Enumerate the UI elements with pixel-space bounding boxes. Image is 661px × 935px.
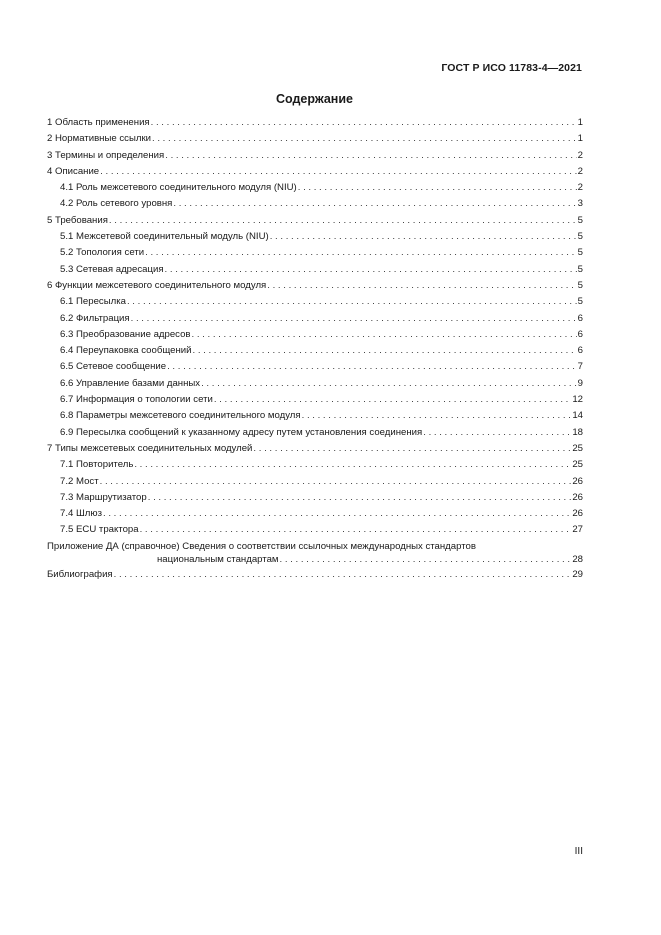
toc-entry[interactable] bbox=[47, 115, 583, 131]
toc-entry[interactable] bbox=[47, 131, 583, 147]
toc-entry-page: 5 bbox=[577, 296, 583, 308]
toc-entry-page: 5 bbox=[577, 263, 583, 275]
toc-entry-page: 12 bbox=[572, 394, 583, 406]
toc-dot-leader bbox=[302, 408, 572, 424]
toc-entry-page: 6 bbox=[577, 312, 583, 324]
toc-entry-label: 5 Требования bbox=[47, 214, 108, 226]
toc-entry-label: 5.3 Сетевая адресация bbox=[60, 263, 164, 275]
toc-entry-label: 6.9 Пересылка сообщений к указанному адресу путем установления соединения bbox=[60, 426, 423, 438]
toc-entry[interactable] bbox=[47, 278, 583, 294]
toc-entry[interactable] bbox=[47, 213, 583, 229]
toc-entry[interactable] bbox=[47, 180, 583, 196]
toc-entry-label: 7.1 Повторитель bbox=[60, 459, 134, 471]
toc-entry-page: 2 bbox=[577, 149, 583, 161]
page-folio: III bbox=[574, 846, 583, 857]
toc-dot-leader bbox=[165, 148, 576, 164]
toc-entry-label: 6.2 Фильтрация bbox=[60, 312, 130, 324]
toc-entry[interactable] bbox=[47, 196, 583, 212]
toc-dot-leader bbox=[214, 392, 571, 408]
toc-entry-label: 7 Типы межсетевых соединительных модулей bbox=[47, 442, 253, 454]
toc-entry-label: 6.7 Информация о топологии сети bbox=[60, 394, 213, 406]
toc-entry-label: 7.3 Маршрутизатор bbox=[60, 491, 147, 503]
toc-entry[interactable] bbox=[47, 327, 583, 343]
toc-entry-page: 28 bbox=[572, 554, 583, 566]
toc-entry-page: 18 bbox=[572, 426, 583, 438]
toc-entry[interactable] bbox=[47, 408, 583, 424]
toc-dot-leader bbox=[201, 376, 577, 392]
toc-dot-leader bbox=[267, 278, 576, 294]
toc-entry[interactable] bbox=[47, 359, 583, 375]
toc-entry-page: 27 bbox=[572, 524, 583, 536]
toc-entry-page: 5 bbox=[577, 247, 583, 259]
toc-entry-page: 29 bbox=[572, 569, 583, 581]
toc-dot-leader bbox=[253, 441, 571, 457]
toc-entry-label: 6.4 Переупаковка сообщений bbox=[60, 345, 192, 357]
toc-entry-label: 5.1 Межсетевой соединительный модуль (NIU) bbox=[60, 231, 269, 243]
toc-entry-label: 6.1 Пересылка bbox=[60, 296, 126, 308]
toc-entry[interactable] bbox=[47, 311, 583, 327]
toc-entry-label: 6.8 Параметры межсетевого соединительного модуля bbox=[60, 410, 301, 422]
toc-entry-label: 4.2 Роль сетевого уровня bbox=[60, 198, 173, 210]
toc-entry[interactable] bbox=[47, 490, 583, 506]
toc-dot-leader bbox=[151, 115, 577, 131]
toc-dot-leader bbox=[173, 196, 576, 212]
toc-entry-page: 7 bbox=[577, 361, 583, 373]
toc-entry-label: 6 Функции межсетевого соединительного модуля bbox=[47, 279, 267, 291]
toc-entry-label: 5.2 Топология сети bbox=[60, 247, 145, 259]
toc-entry[interactable] bbox=[47, 343, 583, 359]
toc-entry-page: 5 bbox=[577, 279, 583, 291]
toc-dot-leader bbox=[114, 567, 572, 583]
toc-entry-label: 3 Термины и определения bbox=[47, 149, 165, 161]
table-of-contents bbox=[47, 115, 583, 584]
toc-entry-page: 26 bbox=[572, 491, 583, 503]
toc-dot-leader bbox=[152, 131, 577, 147]
toc-entry-label: 4 Описание bbox=[47, 165, 100, 177]
toc-entry-page: 6 bbox=[577, 328, 583, 340]
toc-entry-label: 6.3 Преобразование адресов bbox=[60, 328, 191, 340]
toc-dot-leader bbox=[131, 311, 577, 327]
toc-entry[interactable] bbox=[47, 457, 583, 473]
toc-appendix-title-line2: национальным стандартам bbox=[157, 554, 279, 566]
toc-dot-leader bbox=[270, 229, 577, 245]
toc-dot-leader bbox=[103, 506, 571, 522]
toc-entry[interactable] bbox=[47, 294, 583, 310]
toc-dot-leader bbox=[100, 474, 572, 490]
toc-entry-page: 1 bbox=[577, 133, 583, 145]
toc-entry-page: 2 bbox=[577, 165, 583, 177]
toc-title: Содержание bbox=[275, 92, 353, 106]
toc-dot-leader bbox=[140, 522, 572, 538]
toc-dot-leader bbox=[423, 425, 571, 441]
toc-entry-page: 6 bbox=[577, 345, 583, 357]
toc-entry-label: 7.5 ECU трактора bbox=[60, 524, 139, 536]
toc-entry-page: 5 bbox=[577, 231, 583, 243]
toc-appendix-title-line1: Приложение ДА (справочное) Сведения о соответствии ссылочных международных стандартов bbox=[47, 540, 476, 552]
toc-entry-page: 1 bbox=[577, 117, 583, 128]
toc-entry[interactable] bbox=[47, 425, 583, 441]
toc-dot-leader bbox=[145, 245, 577, 261]
toc-entry-page: 5 bbox=[577, 214, 583, 226]
toc-dot-leader bbox=[100, 164, 577, 180]
toc-entry-page: 14 bbox=[572, 410, 583, 422]
toc-entry-page: 2 bbox=[577, 182, 583, 194]
toc-dot-leader bbox=[148, 490, 572, 506]
toc-entry-label: 7.4 Шлюз bbox=[60, 508, 102, 520]
toc-dot-leader bbox=[127, 294, 577, 310]
toc-entry-page: 26 bbox=[572, 508, 583, 520]
toc-appendix-title-line2-row bbox=[47, 553, 583, 567]
toc-entry[interactable] bbox=[47, 376, 583, 392]
toc-dot-leader bbox=[109, 213, 577, 229]
toc-entry[interactable] bbox=[47, 392, 583, 408]
toc-entry-bibliography[interactable] bbox=[47, 567, 583, 583]
toc-entry-page: 25 bbox=[572, 442, 583, 454]
toc-entry-label: 1 Область применения bbox=[47, 117, 150, 128]
toc-entry[interactable] bbox=[47, 164, 583, 180]
toc-entry[interactable] bbox=[47, 474, 583, 490]
toc-entry-page: 3 bbox=[577, 198, 583, 210]
toc-entry-page: 25 bbox=[572, 459, 583, 471]
document-id-header: ГОСТ Р ИСО 11783-4—2021 bbox=[441, 62, 582, 74]
toc-entry-page: 9 bbox=[577, 377, 583, 389]
toc-entry-label: Библиография bbox=[47, 569, 113, 581]
toc-dot-leader bbox=[192, 343, 576, 359]
toc-entry-label: 6.6 Управление базами данных bbox=[60, 377, 201, 389]
toc-entry-page: 26 bbox=[572, 475, 583, 487]
toc-entry[interactable] bbox=[47, 522, 583, 538]
toc-dot-leader bbox=[298, 180, 577, 196]
toc-entry[interactable] bbox=[47, 262, 583, 278]
toc-dot-leader bbox=[192, 327, 577, 343]
toc-entry[interactable] bbox=[47, 441, 583, 457]
toc-entry-label: 7.2 Мост bbox=[60, 475, 99, 487]
toc-entry[interactable] bbox=[47, 229, 583, 245]
toc-dot-leader bbox=[167, 359, 577, 375]
toc-entry-label: 2 Нормативные ссылки bbox=[47, 133, 152, 145]
toc-entry[interactable] bbox=[47, 148, 583, 164]
toc-entry-appendix[interactable] bbox=[47, 539, 583, 568]
toc-dot-leader bbox=[280, 553, 572, 567]
toc-entry[interactable] bbox=[47, 245, 583, 261]
toc-entry-label: 6.5 Сетевое сообщение bbox=[60, 361, 167, 373]
toc-entry[interactable] bbox=[47, 506, 583, 522]
toc-entry-label: 4.1 Роль межсетевого соединительного модуля (NIU) bbox=[60, 182, 297, 194]
toc-dot-leader bbox=[165, 262, 577, 278]
toc-dot-leader bbox=[134, 457, 571, 473]
